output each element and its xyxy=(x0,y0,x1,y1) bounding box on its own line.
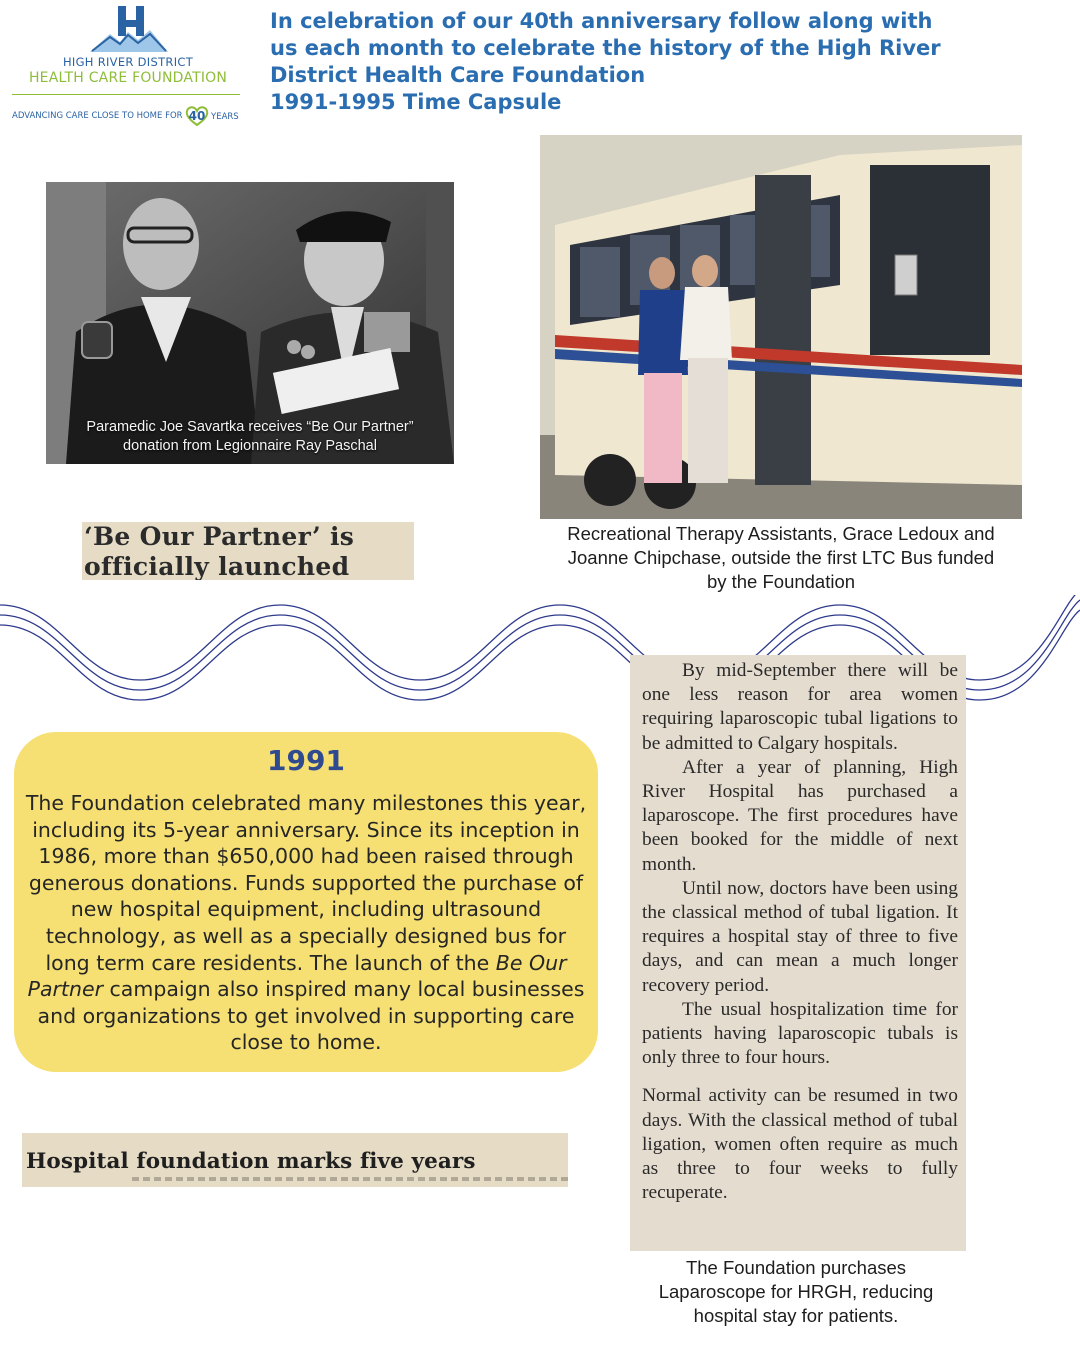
article-paragraph: The usual hospitalization time for patients having laparoscopic tubals is only three to four hours. xyxy=(642,998,958,1069)
header-line-2: us each month to celebrate the history of the High River xyxy=(270,36,941,60)
photo-bw-caption-line-1: Paramedic Joe Savartka receives “Be Our Partner” xyxy=(86,419,414,435)
bus-caption xyxy=(530,522,1032,594)
anniversary-badge xyxy=(184,105,210,127)
bus-caption-line-3: by the Foundation xyxy=(706,571,856,592)
laparoscope-caption-line-3: hospital stay for patients. xyxy=(693,1305,899,1326)
article-paragraph: Normal activity can be resumed in two days. With the classical method of tubal ligation, women often require as much as three to four weeks to fully recuperate. xyxy=(642,1085,958,1204)
header-line-1: In celebration of our 40th anniversary follow along with xyxy=(270,9,933,33)
logo-mark-icon xyxy=(12,4,244,56)
laparoscope-caption xyxy=(610,1256,982,1328)
article-paragraph: After a year of planning, High River Hospital has purchased a laparoscope. The first procedures have been booked for the middle of next month. xyxy=(642,756,958,875)
summary-campaign-name: Be Our Partner xyxy=(27,950,567,1002)
badge-suffix: YEARS xyxy=(211,112,239,122)
be-our-partner-clipping xyxy=(82,522,414,580)
logo-divider xyxy=(12,94,240,95)
header-line-3: District Health Care Foundation xyxy=(270,63,646,87)
article-paragraph: Until now, doctors have been using the classical method of tubal ligation. It requires a hospital stay of three to five days, and can mean a much longer recovery period. xyxy=(642,877,958,996)
logo-line-2: HEALTH CARE FOUNDATION xyxy=(28,70,228,86)
year-heading: 1991 xyxy=(267,744,345,777)
partner-headline-line-1: ‘Be Our Partner’ is xyxy=(84,522,355,551)
partner-headline-line-2: officially launched xyxy=(84,552,350,580)
paramedic-legionnaire-photo xyxy=(46,182,454,464)
foundation-logo xyxy=(12,4,244,126)
year-1991-summary xyxy=(14,732,598,1072)
photo-bus-illustration xyxy=(540,135,1022,519)
article-paragraph: By mid-September there will be one less reason for area women requiring laparoscopic tubal ligations to be admitted to Calgary hospitals. xyxy=(642,660,958,754)
summary-text-part-2: campaign also inspired many local businesses and organizations to get involved in supporting care close to home. xyxy=(37,977,585,1055)
partner-headline xyxy=(84,522,354,580)
clipping-cutoff-text xyxy=(132,1177,568,1181)
bus-caption-line-1: Recreational Therapy Assistants, Grace Ledoux and xyxy=(567,523,995,544)
badge-number: 40 xyxy=(188,109,206,123)
laparoscope-caption-line-2: Laparoscope for HRGH, reducing xyxy=(658,1281,934,1302)
laparoscope-caption-line-1: The Foundation purchases xyxy=(685,1257,907,1278)
bus-caption-line-2: Joanne Chipchase, outside the first LTC Bus funded xyxy=(567,547,995,568)
five-years-headline: Hospital foundation marks five years xyxy=(26,1149,476,1174)
summary-text-part-1: The Foundation celebrated many milestones this year, including its 5-year anniversary. Since its inception in 1986, more than $650,000 had been raised through generous donations. Funds supported the purchase of new hospital equipment, including ultrasound technology, as well as a specially designed bus for long term care residents. The launch of the xyxy=(25,791,587,975)
page-header xyxy=(270,8,1050,116)
year-summary-text xyxy=(22,790,590,1056)
ltc-bus-photo xyxy=(540,135,1022,519)
laparoscope-clipping xyxy=(630,655,966,1251)
photo-bw-caption-line-2: donation from Legionnaire Ray Paschal xyxy=(123,438,377,454)
logo-line-1: HIGH RIVER DISTRICT xyxy=(62,55,194,69)
photo-bw-caption xyxy=(46,418,454,456)
logo-tagline: ADVANCING CARE CLOSE TO HOME FOR xyxy=(12,111,183,121)
header-line-4: 1991-1995 Time Capsule xyxy=(270,90,562,114)
five-years-clipping xyxy=(22,1133,568,1187)
laparoscope-article xyxy=(642,659,958,1205)
